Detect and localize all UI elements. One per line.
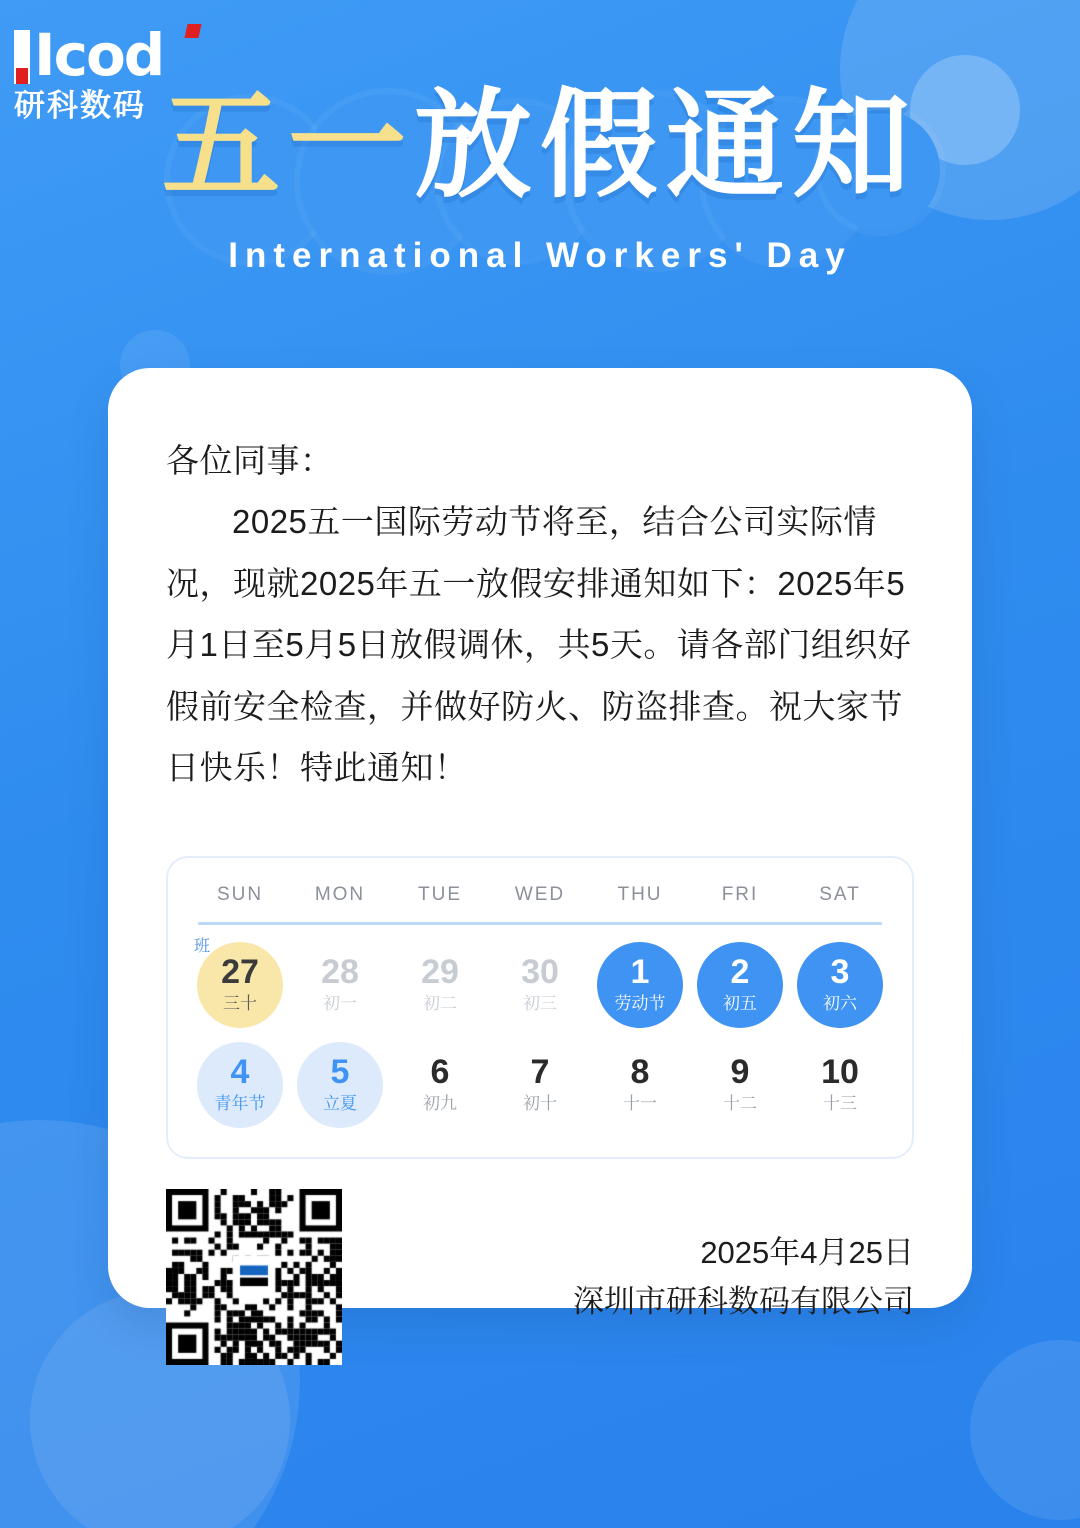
calendar-weekday: SAT (819, 884, 861, 906)
calendar-day-number: 10 (821, 1053, 859, 1092)
notice-salutation: 各位同事： (166, 442, 334, 479)
calendar-day[interactable] (390, 939, 490, 1031)
calendar-divider (198, 922, 882, 925)
calendar-day-disc (797, 942, 883, 1028)
notice-paragraph: 2025五一国际劳动节将至，结合公司实际情况，现就2025年五一放假安排通知如下：2025年5月1日至5月5日放假调休，共5天。请各部门组织好假前安全检查，并做好防火、防盗排查。祝大家节日快乐！特此通知！ (166, 503, 912, 786)
qr-code[interactable] (166, 1189, 342, 1365)
calendar-weekday: WED (514, 884, 566, 906)
calendar-day-disc (397, 1042, 483, 1128)
calendar-day-disc (297, 1042, 383, 1128)
calendar-day[interactable] (490, 1039, 590, 1131)
calendar-day[interactable] (690, 1039, 790, 1131)
calendar-day-lunar: 初一 (323, 994, 357, 1014)
calendar-day-lunar: 十一 (623, 1094, 657, 1114)
calendar-day-lunar: 初十 (523, 1094, 557, 1114)
calendar-day[interactable] (190, 939, 290, 1031)
calendar-day-number: 27 (221, 953, 259, 992)
calendar-workday-badge: 班 (194, 938, 211, 956)
calendar-day[interactable] (790, 1039, 890, 1131)
page-subtitle: International Workers' Day (228, 235, 852, 275)
logo-mark (14, 21, 194, 89)
calendar-day-number: 30 (521, 953, 559, 992)
logo-chinese-name: 研科数码 (14, 88, 146, 123)
company-logo (14, 22, 194, 121)
signature-block (573, 1228, 914, 1327)
calendar-day-disc (497, 1042, 583, 1128)
calendar-day-lunar: 初五 (723, 994, 757, 1014)
calendar-day-lunar: 初六 (823, 994, 857, 1014)
calendar-day-number: 3 (830, 953, 850, 992)
calendar-day-lunar: 初二 (423, 994, 457, 1014)
calendar-grid (190, 939, 890, 1131)
calendar-weekday: TUE (418, 884, 462, 906)
calendar-day-disc (397, 942, 483, 1028)
calendar-day[interactable] (390, 1039, 490, 1131)
calendar-day[interactable] (590, 939, 690, 1031)
calendar-day-lunar: 青年节 (214, 1094, 266, 1114)
page-title-rest: 放假通知 (414, 76, 919, 214)
calendar-day-lunar: 劳动节 (614, 994, 666, 1014)
calendar-day-disc (597, 1042, 683, 1128)
calendar-day-number: 5 (330, 1053, 350, 1092)
calendar-day[interactable] (490, 939, 590, 1031)
notice-date: 2025年4月25日 (700, 1234, 914, 1270)
calendar-day-disc (697, 942, 783, 1028)
calendar-day[interactable] (290, 1039, 390, 1131)
calendar-day-number: 28 (321, 953, 359, 992)
calendar-day-number: 8 (630, 1053, 650, 1092)
calendar-day-lunar: 初九 (423, 1094, 457, 1114)
calendar-day-lunar: 立夏 (323, 1094, 357, 1114)
card-footer (166, 1189, 914, 1365)
calendar-day-disc (597, 942, 683, 1028)
calendar-day-number: 9 (730, 1053, 750, 1092)
calendar-day[interactable] (790, 939, 890, 1031)
calendar-day-number: 1 (630, 953, 650, 992)
calendar-weekday: SUN (216, 884, 264, 906)
calendar-weekday: THU (617, 884, 663, 906)
calendar-day-lunar: 十二 (723, 1094, 757, 1114)
calendar-day[interactable] (590, 1039, 690, 1131)
notice-card (108, 368, 972, 1320)
decor-bubble (970, 1340, 1080, 1520)
calendar-weekday: FRI (721, 884, 759, 906)
calendar-weekday-header (190, 884, 890, 922)
calendar-weekday: MON (314, 884, 366, 906)
calendar-day-number: 4 (230, 1053, 250, 1092)
calendar-day-lunar: 初三 (523, 994, 557, 1014)
calendar-day-number: 6 (430, 1053, 450, 1092)
calendar-day[interactable] (190, 1039, 290, 1131)
logo-accent-icon (185, 24, 202, 38)
calendar-day-disc (797, 1042, 883, 1128)
calendar-day[interactable] (690, 939, 790, 1031)
notice-body (166, 430, 914, 798)
company-name: 深圳市研科数码有限公司 (573, 1284, 914, 1320)
calendar-day-lunar: 十三 (823, 1094, 857, 1114)
calendar-day-disc (297, 942, 383, 1028)
logo-wordmark: Icod (34, 21, 164, 89)
calendar-day[interactable] (290, 939, 390, 1031)
calendar-day-number: 2 (730, 953, 750, 992)
calendar-day-number: 7 (530, 1053, 550, 1092)
calendar-day-lunar: 三十 (223, 994, 257, 1014)
calendar-day-disc (697, 1042, 783, 1128)
calendar-widget (166, 856, 914, 1159)
calendar-day-disc (197, 1042, 283, 1128)
logo-bar-icon (14, 30, 30, 84)
page-title-highlight: 五一 (161, 76, 414, 214)
calendar-day-number: 29 (421, 953, 459, 992)
calendar-day-disc (497, 942, 583, 1028)
